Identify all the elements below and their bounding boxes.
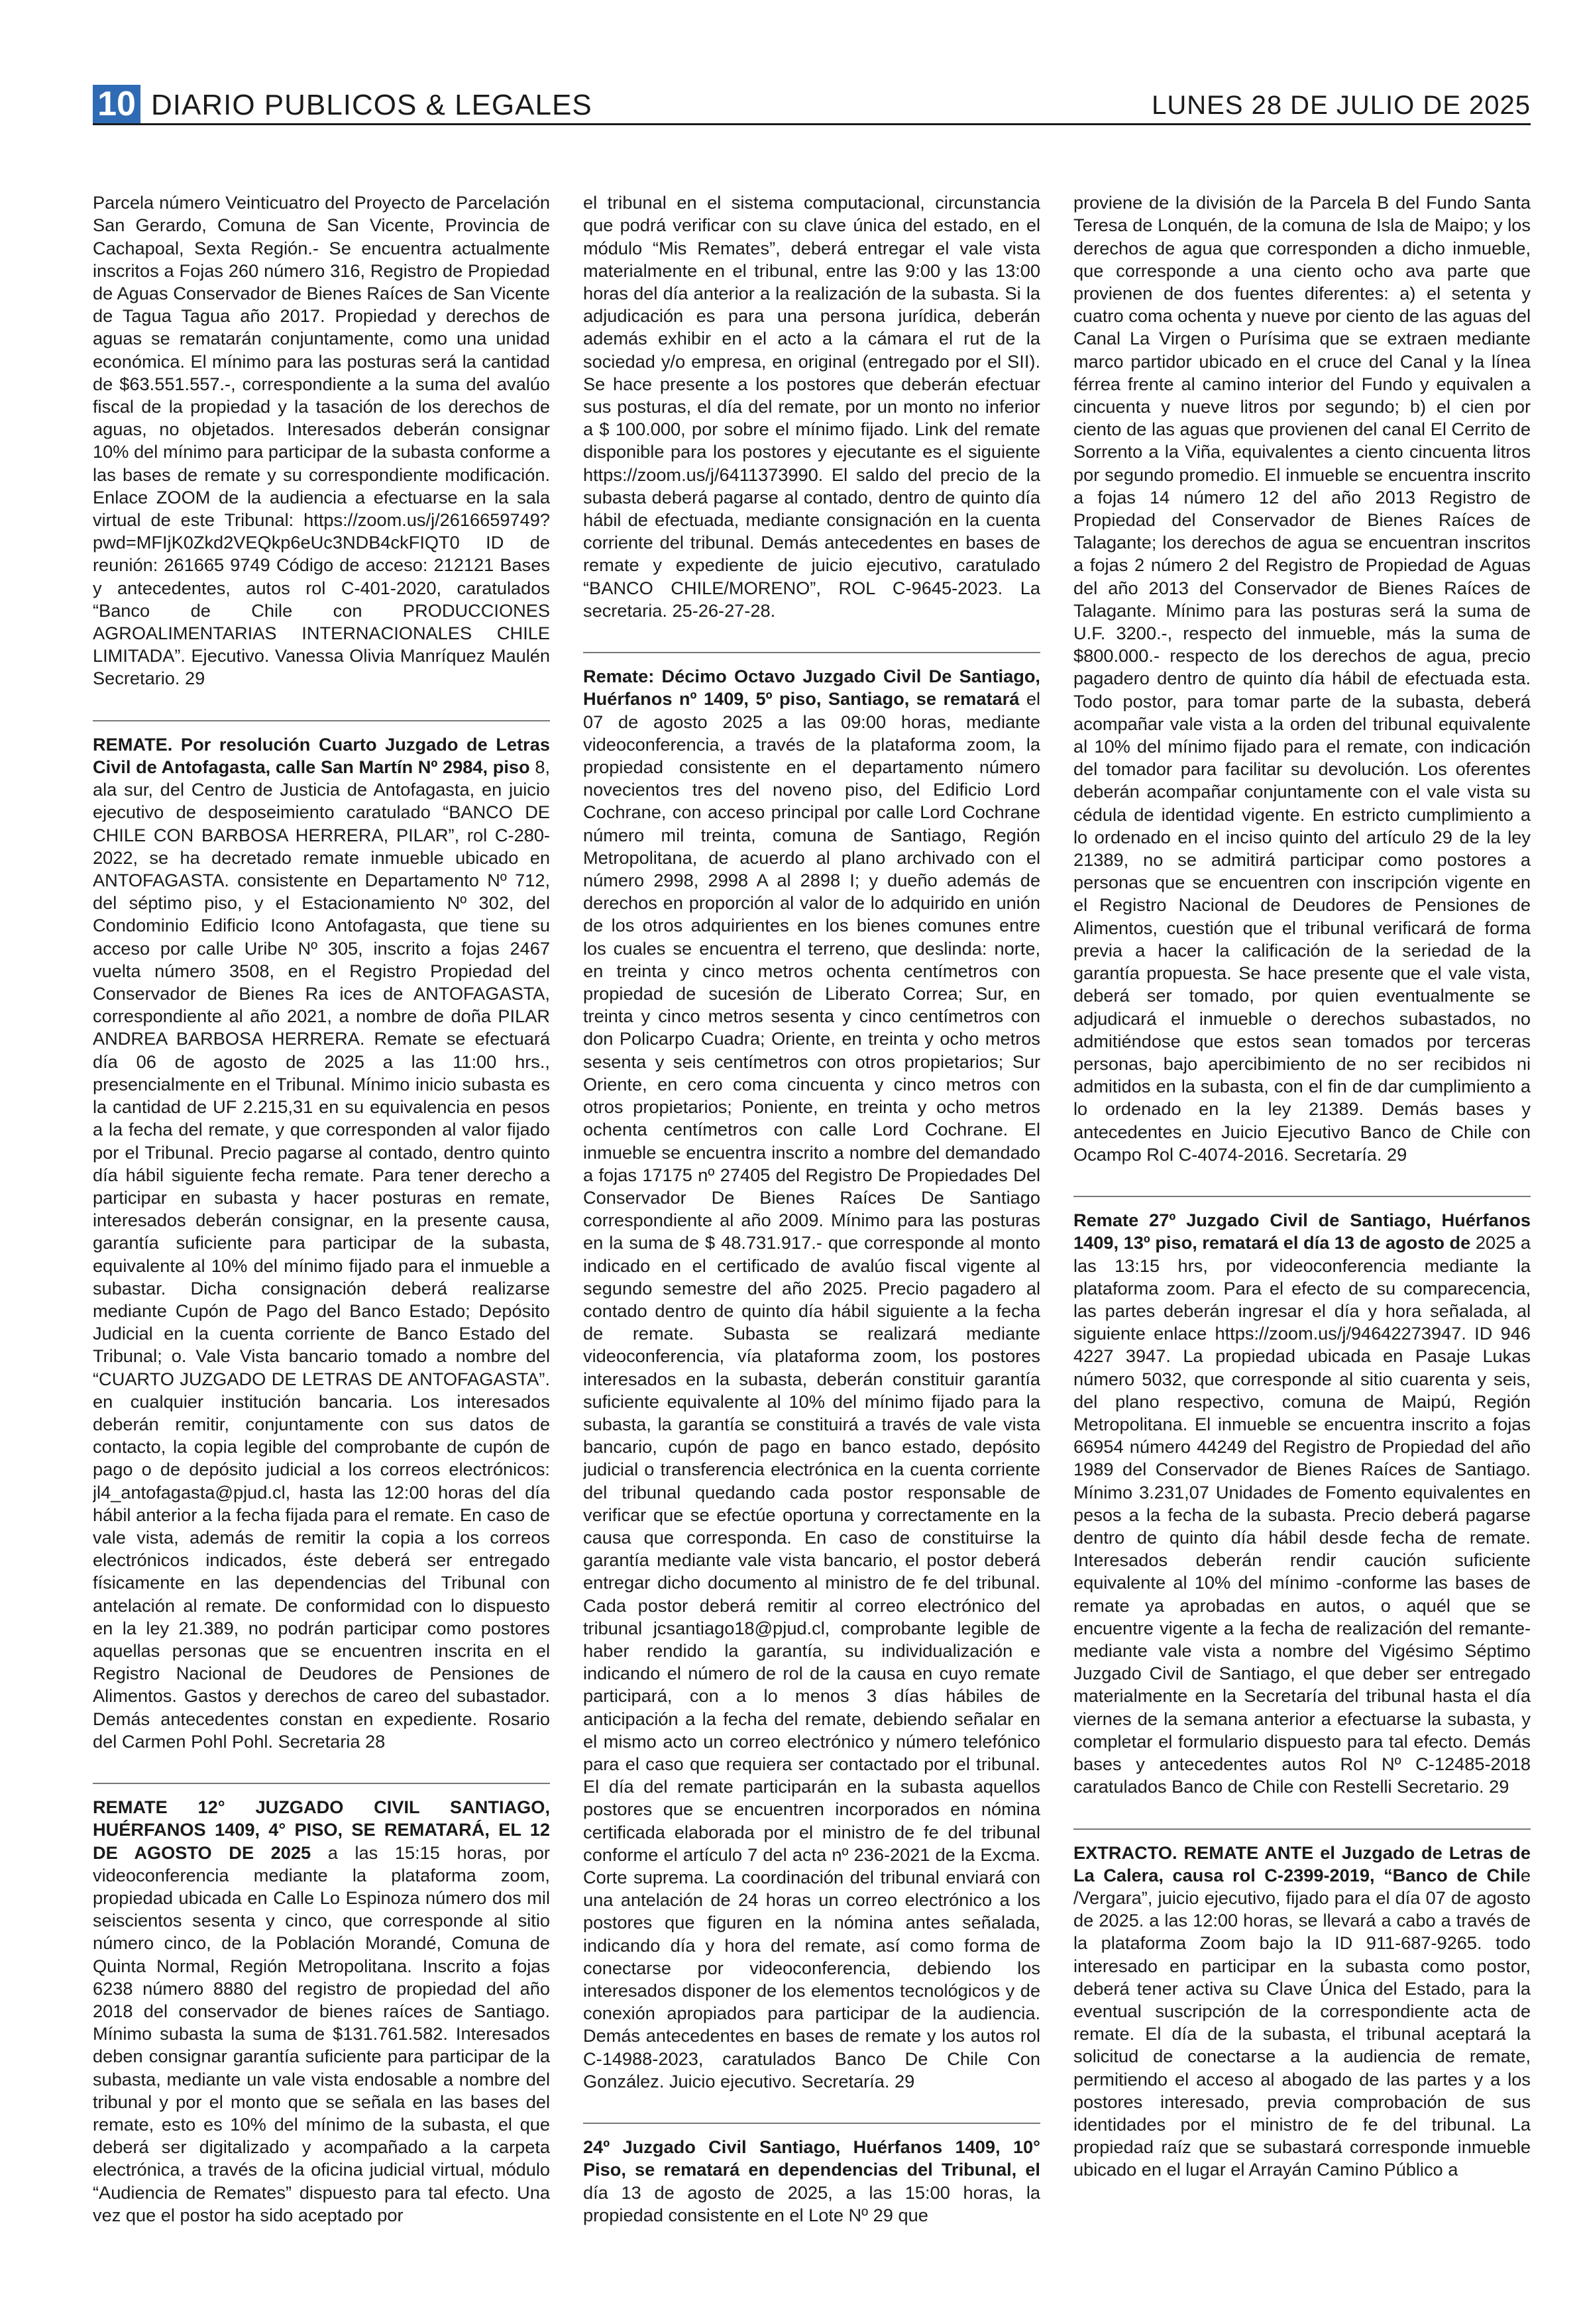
notice-body: 8, ala sur, del Centro de Justicia de Antofagasta, en juicio ejecutivo de desposeimiento caratulado “BANCO DE CHILE CON BARBOSA HERRERA, PILAR”, rol C-280-2022, se ha decretado remate inmueble ubicado en ANTOFAGASTA. consistente en Departamento Nº 712, del séptimo piso, y el Estacionamiento Nº 302, del Condominio Edificio Icono Antofagasta, que tiene su acceso por calle Uribe Nº 305, inscrito a fojas 2467 vuelta número 3508, en el Registro Propiedad del Conservador de Bienes Ra ices de ANTOFAGASTA, correspondiente al año 2021, a nombre de doña PILAR ANDREA BARBOSA HERRERA. Remate se efectuará día 06 de agosto de 2025 a las 11:00 hrs., presencialmente en el Tribunal. Mínimo inicio subasta es la cantidad de UF 2.215,31 en su equivalencia en pesos a la fecha del remate, y que corresponden al valor fijado por el Tribunal. Precio pagarse al contado, dentro quinto día hábil siguiente fecha remate. Para tener derecho a participar en subasta y hacer posturas en remate, interesados deberán consignar, en la presente causa, garantía suficiente para participar de la subasta, equivalente al 10% del mínimo fijado para el inmueble a subastar. Dicha consignación deberá realizarse mediante Cupón de Pago del Banco Estado; Depósito Judicial en la cuenta corriente de Banco Estado del Tribunal; o. Vale Vista bancario tomado a nombre del “CUARTO JUZGADO DE LETRAS DE ANTOFAGASTA”. en cualquier institución bancaria. Los interesados deberán remitir, conjuntamente con sus datos de contacto, la copia legible del comprobante de cupón de pago o de depósito judicial a los correos electrónicos: jl4_antofagasta@pjud.cl, hasta las 12:00 horas del día hábil anterior a la fecha fijada para el remate. En caso de vale vista, además de remitir la copia a los correos electrónicos indicados, éste deberá ser entregado físicamente en las dependencias del Tribunal con antelación al remate. De conformidad con lo dispuesto en la ley 21.389, no podrán participar como postores aquellas personas que se encuentren inscrita en el Registro Nacional de Deudores de Pensiones de Alimentos. Gastos y derechos de careo del subastador. Demás antecedentes constan en expediente. Rosario del Carmen Pohl Pohl. Secretaria 28 — [93, 757, 550, 1752]
notice-columns — [93, 174, 1531, 2287]
column-1 — [93, 174, 550, 2287]
notice — [1073, 1196, 1531, 1810]
notice-heading: Remate: Décimo Octavo Juzgado Civil De Santiago, Huérfanos nº 1409, 5º piso, Santiago, se rematará — [583, 666, 1040, 710]
publication-date: LUNES 28 DE JULIO DE 2025 — [1152, 91, 1531, 120]
page-number: 10 — [93, 85, 140, 123]
notice-body: a las 15:15 horas, por videoconferencia mediante la plataforma zoom, propiedad ubicada en Calle Lo Espinoza número dos mil seiscientos sesenta y cinco, que corresponde al sitio número cinco, de la Población Morandé, Comuna de Quinta Normal, Región Metropolitana. Inscrito a fojas 6238 número 8880 del registro de propiedad del año 2018 del conservador de bienes raíces de Santiago. Mínimo subasta la suma de $131.761.582. Interesados deben consignar garantía suficiente para participar de la subasta, mediante un vale vista endosable a nombre del tribunal y por el monto que se señala en las bases del remate, esto es 10% del mínimo de la subasta, el que deberá ser digitalizado y acompañado a la carpeta electrónica, a través de la oficina judicial virtual, módulo “Audiencia de Remates” dispuesto para tal efecto. Una vez que el postor ha sido aceptado por — [93, 1842, 550, 2225]
notice-body: día 13 de agosto de 2025, a las 15:00 horas, la propiedad consistente en el Lote Nº 29 que — [583, 2182, 1040, 2225]
notice — [583, 2123, 1040, 2239]
notice-heading: REMATE. Por resolución Cuarto Juzgado de Letras Civil de Antofagasta, calle San Martín Nº 2984, piso — [93, 733, 550, 778]
page-header — [93, 86, 1531, 125]
notice — [1073, 1828, 1531, 2193]
notice-heading: REMATE 12° JUZGADO CIVIL SANTIAGO, HUÉRFANOS 1409, 4° PISO, SE REMATARÁ, EL 12 DE AGOSTO DE 2025 — [93, 1797, 550, 1863]
notice-body: 2025 a las 13:15 hrs, por videoconferencia mediante la plataforma zoom. Para el efecto de su comparecencia, las partes deberán ingresar el día y hora señalada, al siguiente enlace https://zoom.us/j/94642273947. ID 946 4227 3947. La propiedad ubicada en Pasaje Lukas número 5032, que corresponde al sitio cuarenta y seis, del plano respectivo, comuna de Maipú, Región Metropolitana. El inmueble se encuentra inscrito a fojas 66954 número 44249 del Registro de Propiedad del año 1989 del Conservador de Bienes Raíces de Santiago. Mínimo 3.231,07 Unidades de Fomento equivalentes en pesos a la fecha de la subasta. Precio deberá pagarse dentro de quinto día hábil desde fecha de remate. Interesados deberán rendir caución suficiente equivalente al 10% del mínimo -conforme las bases de remate ya aprobadas en autos, o aquél que se encuentre vigente a la fecha de realización del remante- mediante vale vista a nombre del Vigésimo Séptimo Juzgado Civil de Santiago, el que deber ser entregado materialmente en la Secretaría del tribunal hasta el día viernes de la semana anterior a efectuarse la subasta, y completar el formulario dispuesto para tal efecto. Demás bases y antecedentes autos Rol Nº C-12485-2018 caratulados Banco de Chile con Restelli Secretario. 29 — [1073, 1232, 1531, 1797]
publication-name: DIARIO PUBLICOS & LEGALES — [151, 89, 592, 121]
notice-body: e /Vergara”, juicio ejecutivo, fijado para el día 07 de agosto de 2025. a las 12:00 horas, se llevará a cabo a través de la plataforma Zoom bajo la ID 911-687-9265. todo interesado en participar en la subasta como postor, deberá tener activa su Clave Única del Estado, para la eventual suscripción de la correspondiente acta de remate. El día de la subasta, el tribunal aceptará la solicitud de conectarse a la audiencia de remate, permitiendo el acceso al abogado de las partes y a los postores interesado, previa comprobación de sus identidades por el ministro de fe del tribunal. La propiedad raíz que se subastará corresponde inmueble ubicado en el lugar el Arrayán Camino Público a — [1073, 1864, 1531, 2180]
column-3 — [1073, 174, 1531, 2287]
notice-body: el 07 de agosto 2025 a las 09:00 horas, mediante videoconferencia, a través de la plataforma zoom, la propiedad consistente en el departamento número novecientos tres del noveno piso, del Edificio Lord Cochrane, con acceso principal por calle Lord Cochrane número mil treinta, comuna de Santiago, Región Metropolitana, de acuerdo al plano archivado con el número 2998, 2998 A al 2898 I; y dueño además de derechos en proporción al valor de lo adquirido en unión de los otros adquirientes en los bienes comunes entre los cuales se encuentra el terreno, que deslinda: norte, en treinta y cinco metros ochenta centímetros con propiedad de sucesión de Liberato Correa; Sur, en treinta y cinco metros sesenta y cinco centímetros con don Policarpo Cuadra; Oriente, en treinta y ocho metros sesenta y seis centímetros con otros propietarios; Sur Oriente, en cero coma cincuenta y cinco metros con otros propietarios; Poniente, en treinta y ocho metros ochenta centímetros con calle Lord Cochrane. El inmueble se encuentra inscrito a nombre del demandado a fojas 17175 nº 27405 del Registro De Propiedades Del Conservador De Bienes Raíces De Santiago correspondiente al año 2009. Mínimo para las posturas en la suma de $ 48.731.917.- que corresponde al monto indicado en el certificado de avalúo fiscal vigente al segundo semestre del año 2025. Precio pagadero al contado dentro de quinto día hábil siguiente a la fecha de remate. Subasta se realizará mediante videoconferencia, vía plataforma zoom, los postores interesados en la subasta, deberán constituir garantía suficiente equivalente al 10% del mínimo fijado para la subasta, la garantía se constituirá a través de vale vista bancario, cupón de pago en banco estado, depósito judicial o transferencia electrónica en la cuenta corriente del tribunal quedando cada postor responsable de verificar que se efectúe oportuna y correctamente en la causa que corresponda. En caso de constituirse la garantía mediante vale vista bancario, el postor deberá entregar dicho documento al ministro de fe del tribunal. Cada postor deberá remitir al correo electrónico del tribunal jcsantiago18@pjud.cl, comprobante legible de haber rendido la garantía, su individualización e indicando el número de rol de la causa en cuyo remate participará, con a lo menos 3 días hábiles de anticipación a la fecha del remate, debiendo señalar en el mismo acto un correo electrónico y número telefónico para el caso que requiera ser contactado por el tribunal. El día del remate participarán en la subasta aquellos postores que se encuentren incorporados en nómina certificada elaborada por el ministro de fe del tribunal conforme el artículo 7 del acta nº 236-2021 de la Excma. Corte suprema. La coordinación del tribunal enviará con una antelación de 24 horas un correo electrónico a los postores que figuren en la nómina antes señalada, indicando día y hora del remate, así como forma de conectarse por videoconferencia, debiendo los interesados disponer de los elementos tecnológicos y de conexión apropiados para participar de la audiencia. Demás antecedentes en bases de remate y los autos rol C-14988-2023, caratulados Banco De Chile Con González. Juicio ejecutivo. Secretaría. 29 — [583, 688, 1040, 2091]
notice — [1073, 191, 1531, 1178]
notice — [583, 652, 1040, 2105]
notice-heading: Remate 27º Juzgado Civil de Santiago, Huérfanos 1409, 13º piso, rematará el día 13 de agosto de — [1073, 1210, 1531, 1253]
notice — [93, 191, 550, 702]
notice — [583, 191, 1040, 634]
notice-heading: EXTRACTO. REMATE ANTE el Juzgado de Letras de La Calera, causa rol C-2399-2019, “Banco de Chil — [1073, 1842, 1531, 1885]
notice — [93, 1783, 550, 2239]
notice-body: proviene de la división de la Parcela B del Fundo Santa Teresa de Lonquén, de la comuna de Isla de Maipo; y los derechos de agua que corresponden a dicho inmueble, que corresponde a una ciento ocho ava parte que provienen de dos fuentes diferentes: a) el setenta y cuatro coma ochenta y nueve por ciento de las aguas del Canal La Virgen o Purísima que se extraen mediante marco partidor ubicado en el cruce del Canal y la línea férrea frente al camino interior del Fundo y equivalen a cincuenta y nueve litros por segundo; b) el cien por ciento de las aguas que provienen del canal El Cerrito de Sorrento a la Viña, equivalentes a ciento cincuenta litros por segundo promedio. El inmueble se encuentra inscrito a fojas 14 número 12 del año 2013 Registro de Propiedad del Conservador de Bienes Raíces de Talagante; los derechos de agua se encuentran inscritos a fojas 2 número 2 del Registro de Propiedad de Aguas del año 2013 del Conservador de Bienes Raíces de Talagante. Mínimo para las posturas será la suma de U.F. 3200.-, respecto del inmueble, más la suma de $800.000.- respecto de los derechos de agua, precio pagadero dentro de quinto día hábil de efectuada esta. Todo postor, para tomar parte de la subasta, deberá acompañar vale vista a la orden del tribunal equivalente al 10% del mínimo fijado para el remate, con indicación del tomador para facilitar su devolución. Los oferentes deberán acompañar conjuntamente con el vale vista su cédula de identidad vigente. En estricto cumplimiento a lo ordenado en el inciso quinto del artículo 29 de la ley 21389, no se admitirá participar como postores a personas que se encuentren con inscripción vigente en el Registro Nacional de Deudores de Pensiones de Alimentos, cuestión que el tribunal verificará de forma previa a hacer la calificación de la seriedad de la garantía propuesta. Se hace presente que el vale vista, deberá ser tomado, por quien eventualmente se adjudicará el inmueble o derechos subastados, no admitiéndose que estos sean tomados por terceras personas, bajo apercibimiento de no ser recibidos ni admitidos en la subasta, con el fin de dar cumplimiento a lo ordenado en la ley 21389. Demás bases y antecedentes en Juicio Ejecutivo Banco de Chile con Ocampo Rol C-4074-2016. Secretaría. 29 — [1073, 192, 1531, 1165]
notice-body: el tribunal en el sistema computacional, circunstancia que podrá verificar con su clave única del estado, en el módulo “Mis Remates”, deberá entregar el vale vista materialmente en el tribunal, entre las 9:00 y las 13:00 horas del día anterior a la realización de la subasta. Si la adjudicación es para una persona jurídica, deberán además exhibir en el acto a la cámara el rut de la sociedad y/o empresa, en original (entregado por el SII). Se hace presente a los postores que deberán efectuar sus posturas, el día del remate, por un monto no inferior a $ 100.000, por sobre el mínimo fijado. Link del remate disponible para los postores y ejecutante es el siguiente https://zoom.us/j/6411373990. El saldo del precio de la subasta deberá pagarse al contado, dentro de quinto día hábil de efectuada, mediante consignación en la cuenta corriente del tribunal. Demás antecedentes en bases de remate y expediente de juicio ejecutivo, caratulado “BANCO CHILE/MORENO”, ROL C-9645-2023. La secretaria. 25-26-27-28. — [583, 192, 1040, 621]
notice-body: Parcela número Veinticuatro del Proyecto de Parcelación San Gerardo, Comuna de San Vicente, Provincia de Cachapoal, Sexta Región.- Se encuentra actualmente inscritos a Fojas 260 número 316, Registro de Propiedad de Aguas Conservador de Bienes Raíces de San Vicente de Tagua Tagua año 2017. Propiedad y derechos de aguas se rematarán conjuntamente, como una unidad económica. El mínimo para las posturas será la cantidad de $63.551.557.-, correspondiente a la suma del avalúo fiscal de la propiedad y la tasación de los derechos de aguas, no objetados. Interesados deberán consignar 10% del mínimo para participar de la subasta conforme a las bases de remate y su correspondiente modificación. Enlace ZOOM de la audiencia a efectuarse en la sala virtual de este Tribunal: https://zoom.us/j/2616659749?pwd=MFIjK0Zkd2VEQkp6eUc3NDB4ckFIQT0 ID de reunión: 261665 9749 Código de acceso: 212121 Bases y antecedentes, autos rol C-401-2020, caratulados “Banco de Chile con PRODUCCIONES AGROALIMENTARIAS INTERNACIONALES CHILE LIMITADA”. Ejecutivo. Vanessa Olivia Manríquez Maulén Secretario. 29 — [93, 192, 550, 689]
column-2 — [583, 174, 1040, 2287]
notice — [93, 720, 550, 1765]
notice-heading: 24º Juzgado Civil Santiago, Huérfanos 1409, 10° Piso, se rematará en dependencias del Tribunal, el — [583, 2137, 1040, 2180]
